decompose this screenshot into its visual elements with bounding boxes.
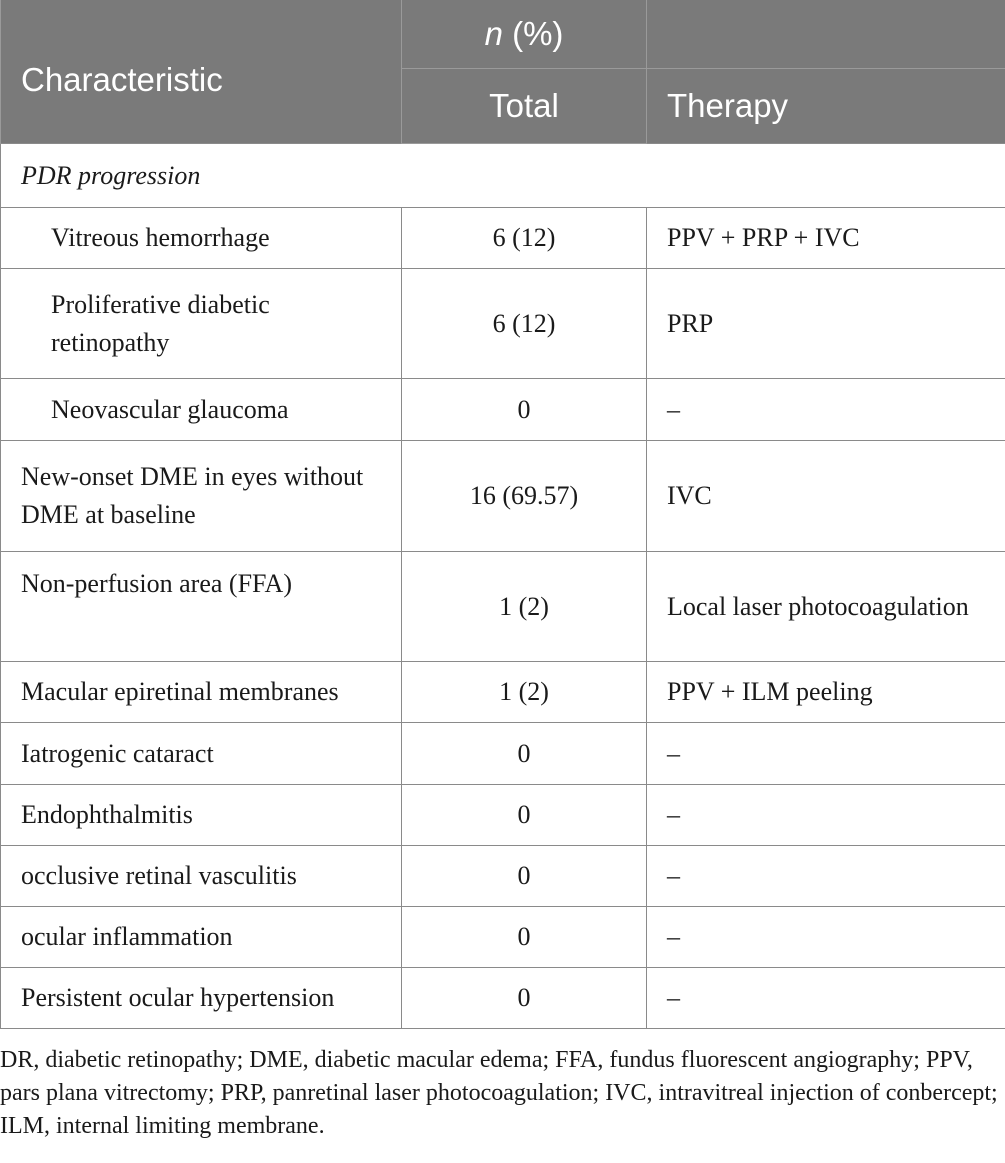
row-value: 6 (12) [402, 269, 647, 379]
section-label: PDR progression [1, 144, 1005, 208]
row-therapy: Local laser photocoagulation [647, 552, 1005, 662]
header-total: Total [402, 69, 647, 144]
row-characteristic: Endophthalmitis [1, 785, 402, 846]
row-value: 1 (2) [402, 552, 647, 662]
table-row [1, 552, 1005, 662]
table-header [1, 0, 1005, 144]
table-row [1, 269, 1005, 379]
row-characteristic: ocular inflammation [1, 907, 402, 968]
table-row [1, 907, 1005, 968]
header-n-percent [402, 0, 647, 69]
header-blank [647, 0, 1005, 69]
row-characteristic: Macular epiretinal membranes [1, 662, 402, 723]
row-therapy: – [647, 968, 1005, 1029]
table-row [1, 968, 1005, 1029]
row-therapy: – [647, 907, 1005, 968]
row-characteristic: Proliferative diabetic retinopathy [1, 269, 402, 379]
header-characteristic: Characteristic [1, 0, 402, 144]
table-row [1, 379, 1005, 441]
row-therapy: – [647, 379, 1005, 441]
table-row [1, 723, 1005, 785]
row-therapy: PPV + ILM peeling [647, 662, 1005, 723]
row-value: 0 [402, 907, 647, 968]
row-therapy: IVC [647, 441, 1005, 552]
row-characteristic: Neovascular glaucoma [1, 379, 402, 441]
header-n: n [484, 15, 503, 52]
row-therapy: – [647, 785, 1005, 846]
row-characteristic: New-onset DME in eyes without DME at baseline [1, 441, 402, 552]
row-therapy: – [647, 846, 1005, 907]
row-therapy: – [647, 723, 1005, 785]
row-therapy: PPV + PRP + IVC [647, 208, 1005, 269]
header-therapy: Therapy [647, 69, 1005, 144]
row-characteristic: Non-perfusion area (FFA) [1, 552, 402, 662]
section-row [1, 144, 1005, 208]
row-value: 0 [402, 968, 647, 1029]
row-value: 1 (2) [402, 662, 647, 723]
table-body [1, 144, 1005, 1029]
table-row [1, 441, 1005, 552]
row-characteristic: Persistent ocular hypertension [1, 968, 402, 1029]
table-row [1, 662, 1005, 723]
row-value: 0 [402, 785, 647, 846]
row-value: 0 [402, 723, 647, 785]
row-value: 16 (69.57) [402, 441, 647, 552]
row-therapy: PRP [647, 269, 1005, 379]
row-value: 0 [402, 379, 647, 441]
row-characteristic: Iatrogenic cataract [1, 723, 402, 785]
row-value: 0 [402, 846, 647, 907]
row-characteristic: Vitreous hemorrhage [1, 208, 402, 269]
table-footnote: DR, diabetic retinopathy; DME, diabetic macular edema; FFA, fundus fluorescent angiography; PPV, pars plana vitrectomy; PRP, panretinal laser photocoagulation; IVC, intravitreal injection of conbercept; ILM, internal limiting membrane. [0, 1047, 998, 1139]
table-row [1, 208, 1005, 269]
row-value: 6 (12) [402, 208, 647, 269]
table-row [1, 785, 1005, 846]
header-percent: (%) [502, 15, 564, 52]
row-characteristic: occlusive retinal vasculitis [1, 846, 402, 907]
table-row [1, 846, 1005, 907]
